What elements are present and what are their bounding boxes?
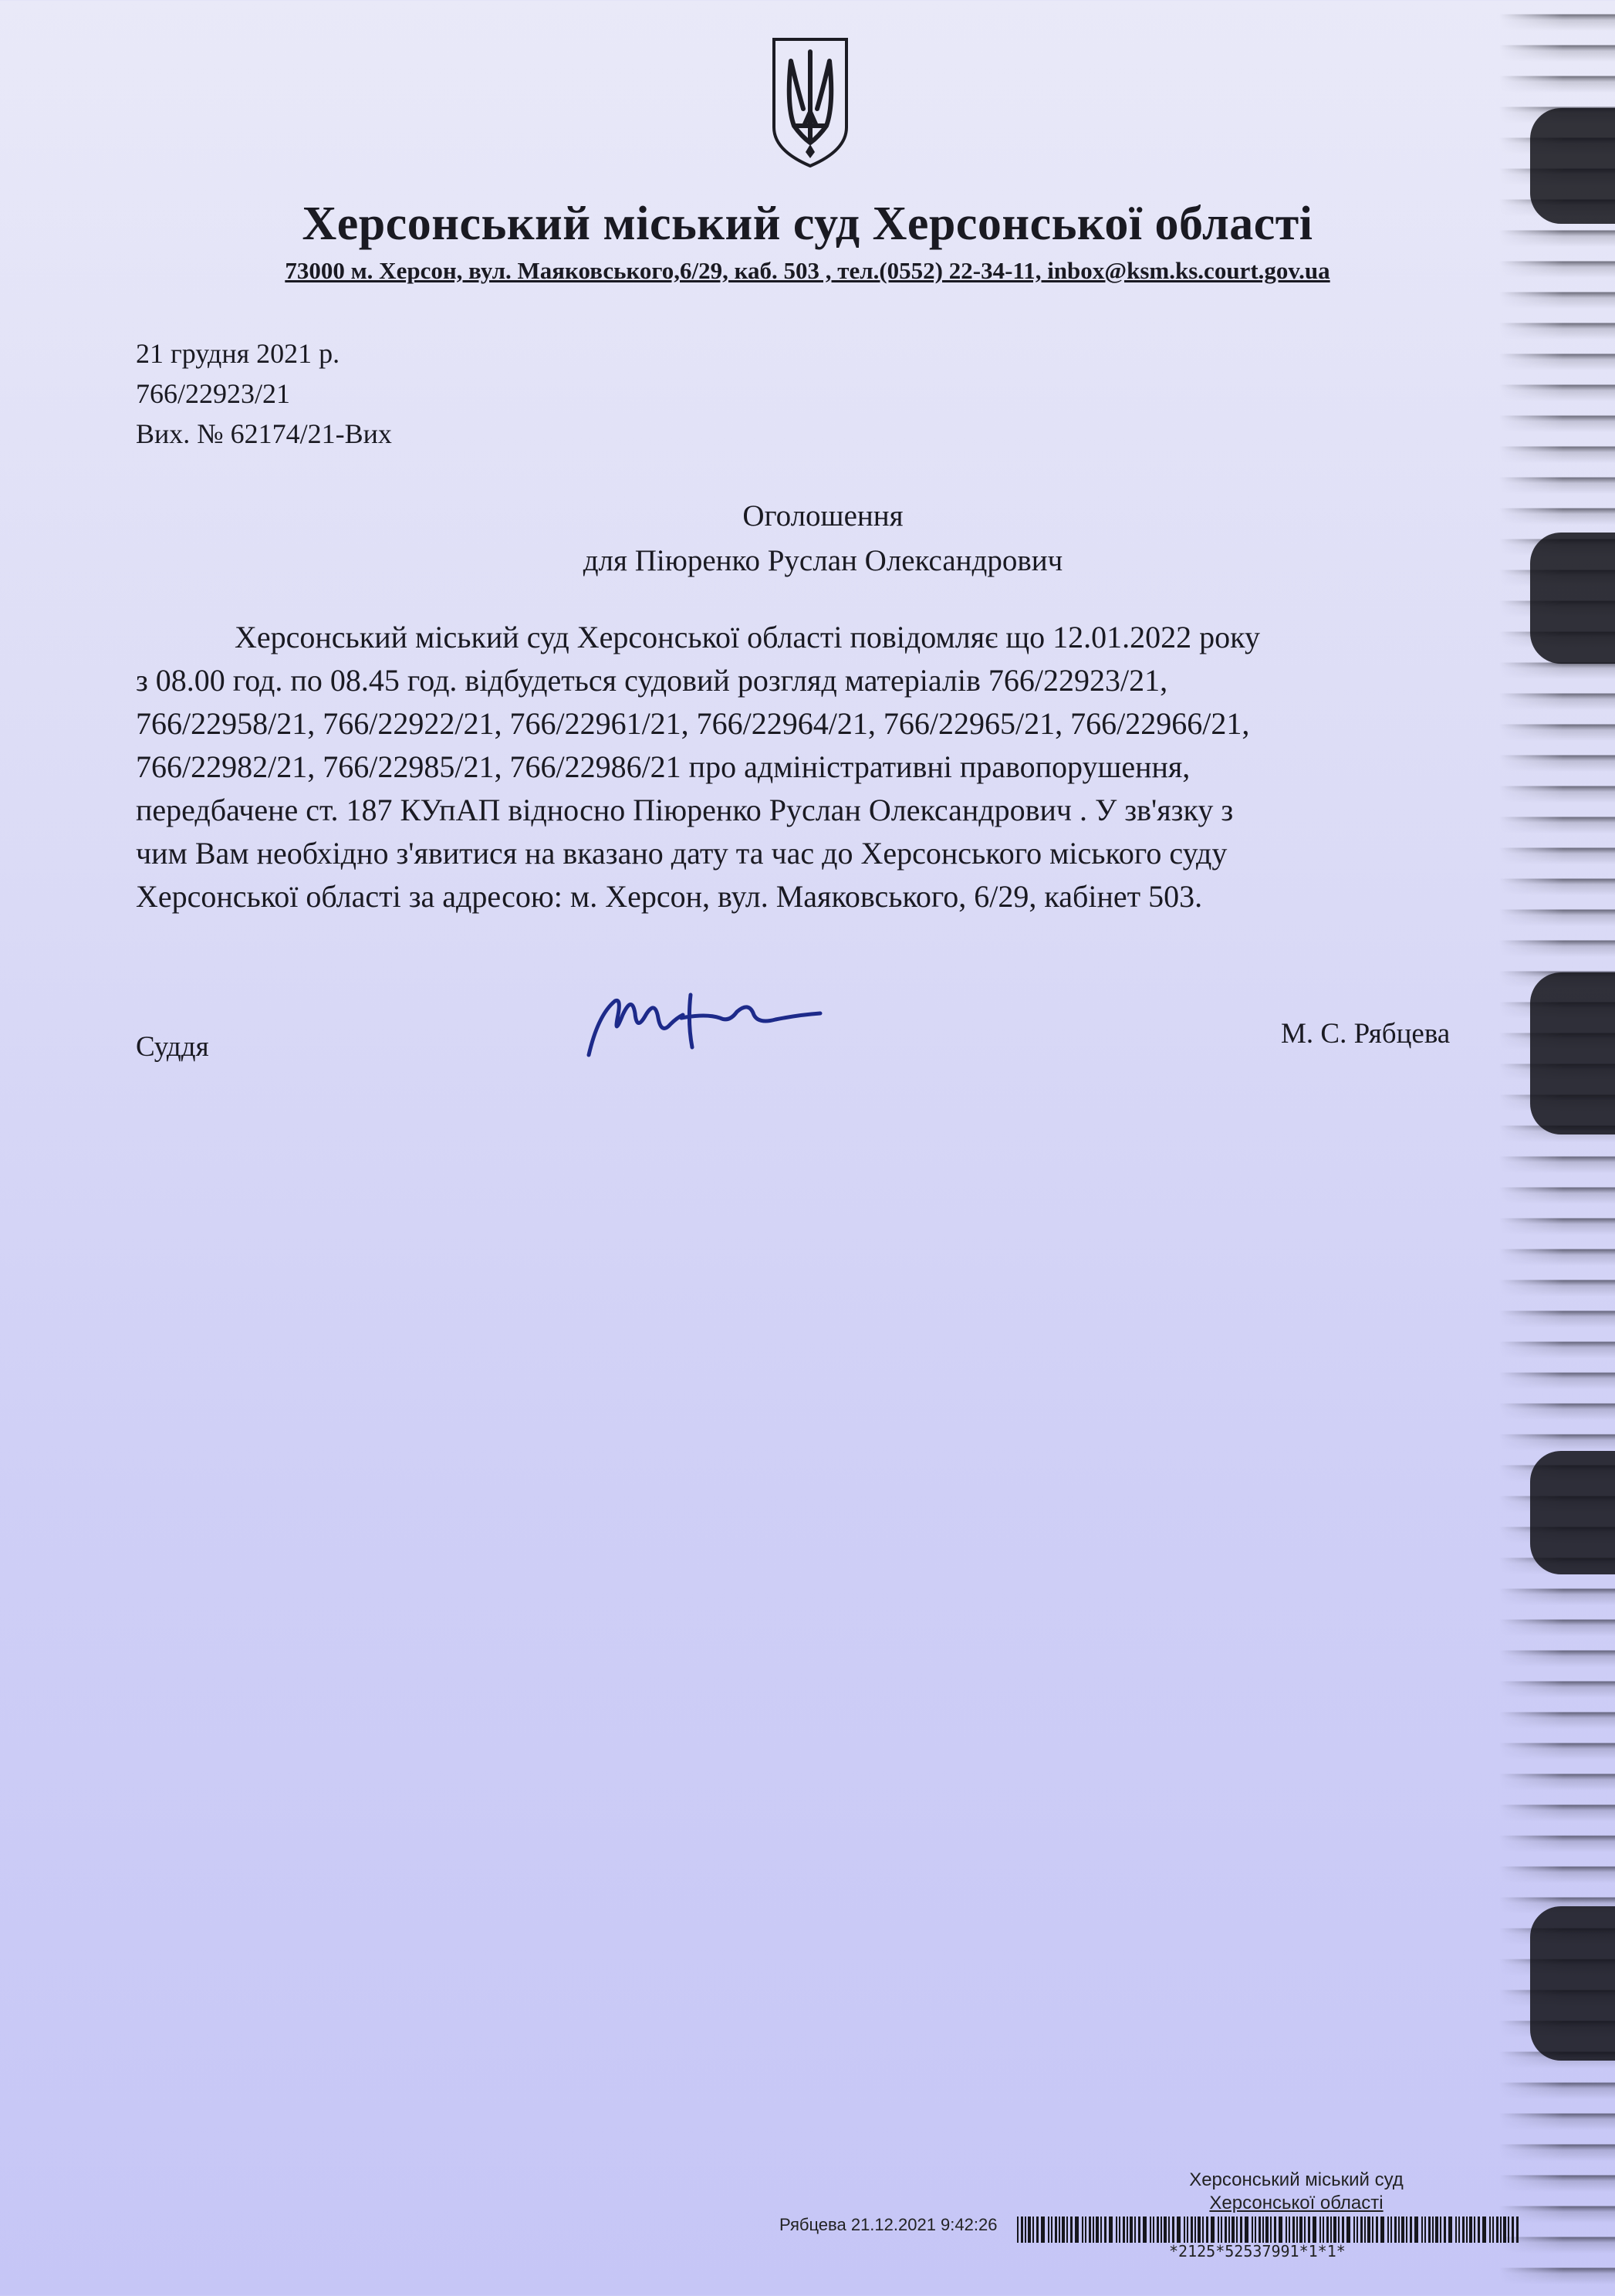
barcode-bar (1478, 2217, 1480, 2243)
barcode-bar (1330, 2217, 1332, 2243)
barcode-bar (1157, 2217, 1159, 2243)
barcode-bar (1025, 2217, 1026, 2243)
barcode-bar (1172, 2217, 1174, 2243)
barcode-bar (1036, 2217, 1039, 2243)
barcode-bar (1130, 2217, 1133, 2243)
barcode-bar (1512, 2217, 1514, 2243)
barcode-bar (1168, 2217, 1170, 2243)
barcode-bar (1228, 2217, 1230, 2243)
barcode-bar (1360, 2217, 1363, 2243)
barcode-bar (1296, 2217, 1298, 2243)
scanner-blot (1530, 1451, 1615, 1574)
barcode-bar (1455, 2217, 1457, 2243)
barcode-bar (1503, 2217, 1506, 2243)
barcode-bar (1401, 2217, 1404, 2243)
barcode-bar (1089, 2217, 1091, 2243)
scanner-blot (1530, 972, 1615, 1134)
barcode-bar (1265, 2217, 1269, 2243)
barcode-bar (1410, 2217, 1412, 2243)
barcode-bar (1448, 2217, 1452, 2243)
barcode-bar (1346, 2217, 1350, 2243)
body-line: з 08.00 год. по 08.45 год. відбудеться судовий розгляд матеріалів 766/22923/21, (136, 663, 1168, 698)
barcode-bar (1191, 2217, 1193, 2243)
barcode-bar (1376, 2217, 1378, 2243)
outgoing-number: Вих. № 62174/21-Вих (136, 418, 392, 449)
notice-heading (0, 494, 1615, 583)
body-line: Херсонський міський суд Херсонської області повідомляє що 12.01.2022 року (235, 620, 1261, 654)
barcode-bar (1372, 2217, 1373, 2243)
barcode-bar (1458, 2217, 1460, 2243)
barcode (1017, 2217, 1519, 2243)
barcode-bar (1338, 2217, 1340, 2243)
barcode-bar (1308, 2217, 1310, 2243)
barcode-bar (1104, 2217, 1107, 2243)
barcode-bar (1466, 2217, 1468, 2243)
barcode-bar (1082, 2217, 1083, 2243)
barcode-bar (1127, 2217, 1128, 2243)
barcode-bar (1390, 2217, 1392, 2243)
barcode-bar (1353, 2217, 1355, 2243)
barcode-bar (1218, 2217, 1219, 2243)
document-meta (136, 333, 392, 454)
barcode-bar (1245, 2217, 1248, 2243)
barcode-bar (1232, 2217, 1235, 2243)
barcode-bar (1414, 2217, 1418, 2243)
barcode-bar (1516, 2217, 1519, 2243)
body-line: передбачене ст. 187 КУпАП відносно Піюренко Руслан Олександрович . У зв'язку з (136, 793, 1234, 827)
barcode-bar (1292, 2217, 1295, 2243)
barcode-bar (1289, 2217, 1290, 2243)
barcode-bar (1432, 2217, 1434, 2243)
scanner-blot (1530, 1906, 1615, 2061)
barcode-bar (1500, 2217, 1502, 2243)
barcode-bar (1440, 2217, 1441, 2243)
barcode-bar (1357, 2217, 1358, 2243)
body-line: чим Вам необхідно з'явитися на вказано дату та час до Херсонського міського суду (136, 836, 1228, 871)
barcode-bar (1206, 2217, 1208, 2243)
barcode-bar (1194, 2217, 1196, 2243)
barcode-bar (1138, 2217, 1140, 2243)
signer-role: Суддя (136, 1031, 209, 1063)
barcode-bar (1062, 2217, 1065, 2243)
barcode-bar (1184, 2217, 1185, 2243)
barcode-bar (1177, 2217, 1181, 2243)
barcode-bar (1150, 2217, 1151, 2243)
barcode-bar (1021, 2217, 1023, 2243)
barcode-bar (1096, 2217, 1099, 2243)
tryzub-icon (768, 35, 853, 170)
barcode-bar (1435, 2217, 1438, 2243)
barcode-bar (1085, 2217, 1086, 2243)
barcode-bar (1164, 2217, 1167, 2243)
barcode-bar (1143, 2217, 1147, 2243)
barcode-bar (1286, 2217, 1287, 2243)
barcode-bar (1066, 2217, 1068, 2243)
barcode-bar (1059, 2217, 1060, 2243)
court-address: 73000 м. Херсон, вул. Маяковського,6/29, каб. 503 , тел.(0552) 22-34-11, inbox@ksm.ks.court.gov.ua (285, 257, 1330, 284)
barcode-bar (1394, 2217, 1397, 2243)
notice-body (136, 616, 1517, 918)
stamp-region-line: Херсонської області (1209, 2193, 1384, 2213)
stamp-signed-by: Рябцева 21.12.2021 9:42:26 (779, 2215, 998, 2234)
barcode-bar (1492, 2217, 1494, 2243)
barcode-bar (1028, 2217, 1031, 2243)
barcode-bar (1270, 2217, 1272, 2243)
barcode-bar (1474, 2217, 1475, 2243)
notice-title: Оголошення (742, 499, 904, 533)
electronic-stamp (1157, 2169, 1435, 2215)
barcode-bar (1406, 2217, 1407, 2243)
barcode-bar (1367, 2217, 1370, 2243)
barcode-bar (1161, 2217, 1162, 2243)
barcode-bar (1508, 2217, 1509, 2243)
body-line: 766/22982/21, 766/22985/21, 766/22986/21 про адміністративні правопорушення, (136, 749, 1191, 784)
barcode-bar (1202, 2217, 1204, 2243)
barcode-bar (1070, 2217, 1073, 2243)
barcode-bar (1262, 2217, 1264, 2243)
barcode-bar (1462, 2217, 1465, 2243)
case-number: 766/22923/21 (136, 378, 291, 409)
barcode-bar (1134, 2217, 1136, 2243)
barcode-bar (1211, 2217, 1215, 2243)
barcode-bar (1496, 2217, 1498, 2243)
barcode-bar (1424, 2217, 1426, 2243)
barcode-bar (1252, 2217, 1253, 2243)
barcode-bar (1279, 2217, 1282, 2243)
handwritten-signature (575, 984, 829, 1069)
barcode-bar (1482, 2217, 1486, 2243)
document-date: 21 грудня 2021 р. (136, 338, 340, 369)
barcode-bar (1109, 2217, 1113, 2243)
body-line: 766/22958/21, 766/22922/21, 766/22961/21, 766/22964/21, 766/22965/21, 766/22966/21, (136, 706, 1250, 741)
barcode-bar (1017, 2217, 1019, 2243)
barcode-bar (1333, 2217, 1336, 2243)
barcode-bar (1323, 2217, 1324, 2243)
barcode-bar (1469, 2217, 1472, 2243)
barcode-bar (1398, 2217, 1400, 2243)
barcode-bar (1221, 2217, 1222, 2243)
barcode-bar (1055, 2217, 1057, 2243)
barcode-bar (1380, 2217, 1384, 2243)
barcode-bar (1421, 2217, 1423, 2243)
barcode-bar (1041, 2217, 1045, 2243)
barcode-bar (1225, 2217, 1227, 2243)
barcode-bar (1051, 2217, 1052, 2243)
barcode-bar (1255, 2217, 1256, 2243)
barcode-bar (1319, 2217, 1321, 2243)
barcode-bar (1093, 2217, 1094, 2243)
notice-recipient: для Піюренко Руслан Олександрович (583, 544, 1063, 577)
barcode-bar (1240, 2217, 1242, 2243)
barcode-bar (1274, 2217, 1276, 2243)
barcode-bar (1304, 2217, 1306, 2243)
stamp-court-line: Херсонський міський суд (1189, 2169, 1404, 2190)
court-name: Херсонський міський суд Херсонської області (302, 198, 1313, 250)
barcode-bar (1048, 2217, 1049, 2243)
barcode-bar (1364, 2217, 1366, 2243)
barcode-bar (1123, 2217, 1125, 2243)
barcode-bar (1313, 2217, 1316, 2243)
barcode-bar (1119, 2217, 1120, 2243)
barcode-bar (1259, 2217, 1261, 2243)
barcode-bar (1299, 2217, 1302, 2243)
barcode-bar (1116, 2217, 1117, 2243)
signer-name: М. С. Рябцева (1281, 1018, 1451, 1050)
barcode-bar (1428, 2217, 1431, 2243)
barcode-bar (1489, 2217, 1491, 2243)
body-line: Херсонської області за адресою: м. Херсон, вул. Маяковського, 6/29, кабінет 503. (136, 879, 1203, 914)
barcode-bar (1100, 2217, 1102, 2243)
barcode-bar (1342, 2217, 1344, 2243)
barcode-bar (1326, 2217, 1329, 2243)
barcode-bar (1187, 2217, 1188, 2243)
barcode-bar (1444, 2217, 1446, 2243)
barcode-bar (1236, 2217, 1238, 2243)
barcode-bar (1032, 2217, 1034, 2243)
barcode-bar (1387, 2217, 1389, 2243)
barcode-bar (1075, 2217, 1079, 2243)
barcode-bar (1198, 2217, 1201, 2243)
barcode-number: *2125*52537991*1*1* (1169, 2242, 1346, 2260)
barcode-bar (1153, 2217, 1154, 2243)
